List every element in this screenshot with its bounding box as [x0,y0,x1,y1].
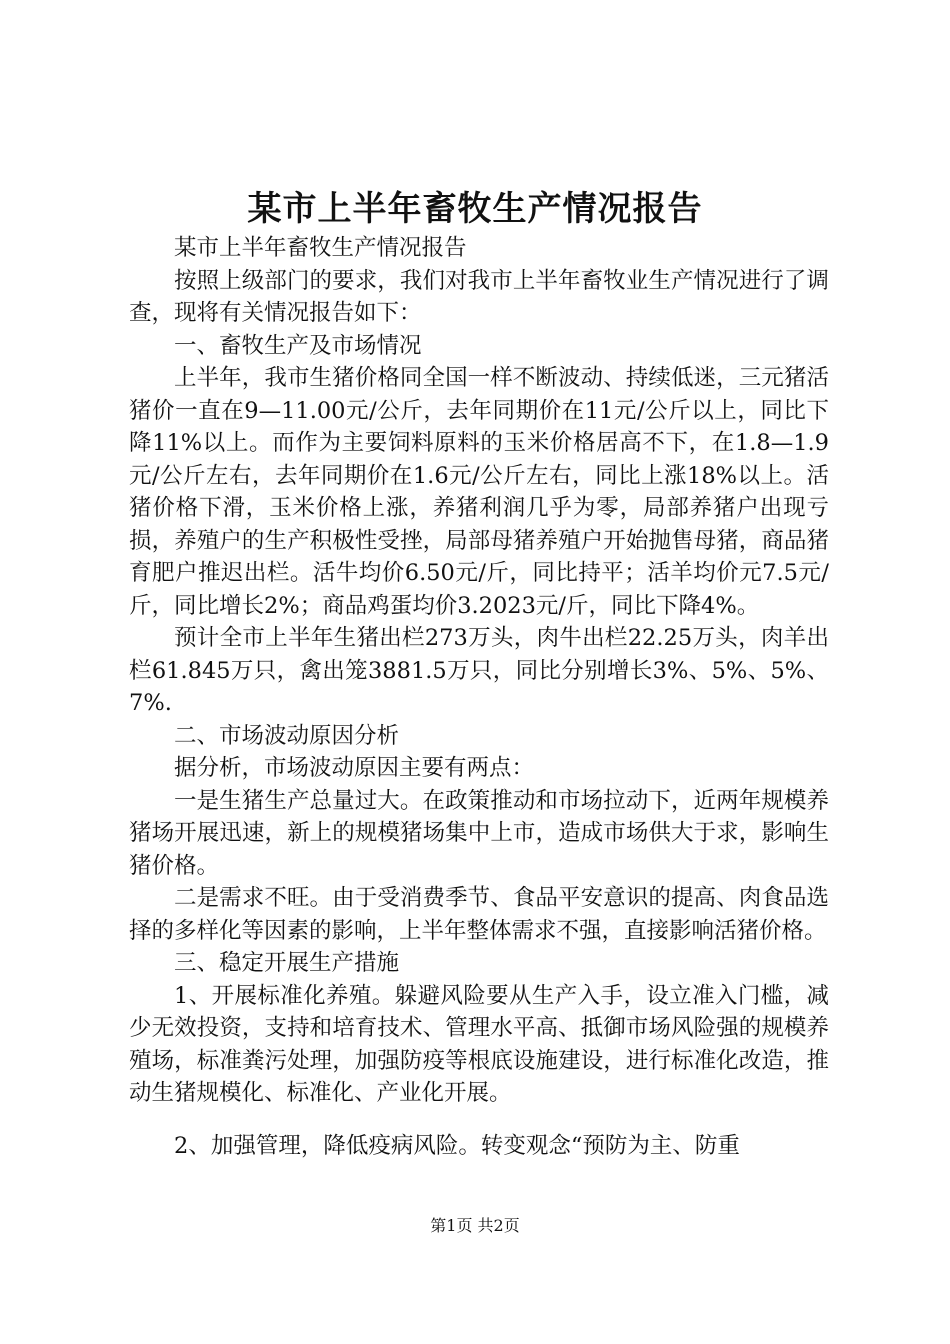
paragraph-measure-1: 1、开展标准化养殖。躲避风险要从生产入手，设立准入门槛，减少无效投资，支持和培育技术、管理水平高、抵御市场风险强的规模养殖场，标准粪污处理，加强防疫等根底设施建设，进行标准化改造，推动生猪规模化、标准化、产业化开展。 [129,982,829,1106]
section-heading-3: 三、稳定开展生产措施 [174,950,400,976]
document-title: 某市上半年畜牧生产情况报告 [247,189,703,229]
paragraph-analysis-intro: 据分析，市场波动原因主要有两点： [174,755,535,781]
paragraph-intro: 按照上级部门的要求，我们对我市上半年畜牧业生产情况进行了调查，现将有关情况报告如下： [129,267,829,326]
paragraph-measure-2: 2、加强管理，降低疫病风险。转变观念“预防为主、防重 [174,1132,740,1159]
paragraph-reason-2: 二是需求不旺。由于受消费季节、食品平安意识的提高、肉食品选择的多样化等因素的影响，上半年整体需求不强，直接影响活猪价格。 [129,885,829,944]
section-heading-1: 一、畜牧生产及市场情况 [174,332,422,359]
page-number: 第1页 共2页 [430,1216,520,1235]
paragraph-subtitle: 某市上半年畜牧生产情况报告 [174,235,467,261]
document-body [129,232,829,1162]
section-heading-2: 二、市场波动原因分析 [174,722,400,749]
paragraph-market-prices: 上半年，我市生猪价格同全国一样不断波动、持续低迷，三元猪活猪价一直在9—11.00元/公斤，去年同期价在11元/公斤以上，同比下降11%以上。而作为主要饲料原料的玉米价格居高不下，在1.8—1.9元/公斤左右，去年同期价在1.6元/公斤左右，同比上涨18%以上。活猪价格下滑，玉米价格上涨，养猪利润几乎为零，局部养猪户出现亏损，养殖户的生产积极性受挫，局部母猪养殖户开始抛售母猪，商品猪育肥户推迟出栏。活牛均价6.50元/斤，同比持平；活羊均价元7.5元/斤，同比增长2%；商品鸡蛋均价3.2023元/斤，同比下降4%。 [129,365,829,619]
paragraph-reason-1: 一是生猪生产总量过大。在政策推动和市场拉动下，近两年规模养猪场开展迅速，新上的规模猪场集中上市，造成市场供大于求，影响生猪价格。 [129,787,829,879]
paragraph-output-forecast: 预计全市上半年生猪出栏273万头，肉牛出栏22.25万头，肉羊出栏61.845万只，禽出笼3881.5万只，同比分别增长3%、5%、5%、7%. [129,625,829,716]
